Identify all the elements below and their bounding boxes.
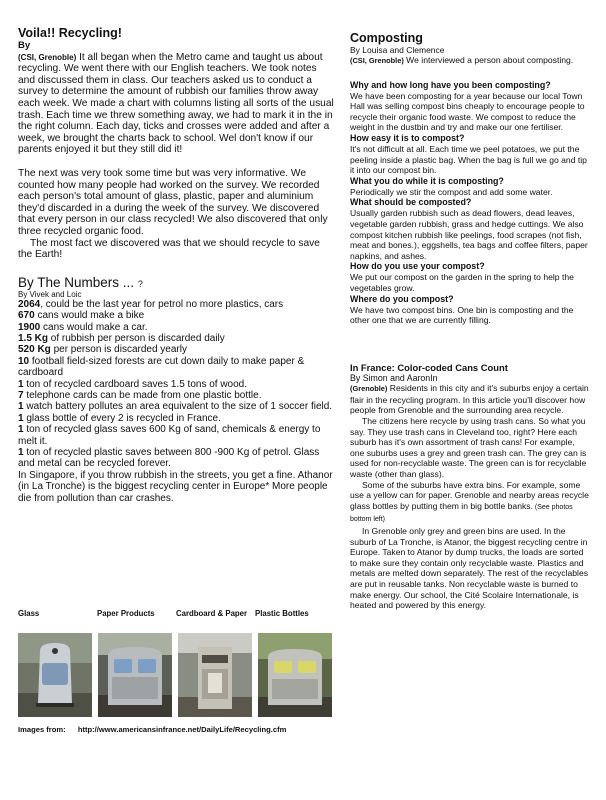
cans-paragraph-3: Some of the suburbs have extra bins. For example, some use a yellow can for paper. Grenoble and nearby areas recycle glass bottles by putting them in big bottle banks. (See photos bottom left) — [350, 479, 589, 524]
numbers-item: In Singapore, if you throw rubbish in the streets, you get a fine. Athanor (in La Tronche) is the biggest recycling center in Europe* More people die from pollution than car crashes. — [18, 469, 333, 504]
numbers-item: 670 cans would make a bike — [18, 310, 145, 322]
voila-tag: (CSI, Grenoble) — [18, 52, 77, 62]
photo-label-cardboard: Cardboard & Paper — [176, 609, 248, 618]
voila-paragraph-3: The most fact we discovered was that we should recycle to save the Earth! — [18, 237, 320, 261]
numbers-item: 1900 cans would make a car. — [18, 321, 148, 333]
interview-answer: Periodically we stir the compost and add some water. — [350, 186, 553, 197]
interview-question: What should be composted? — [350, 197, 472, 208]
photo-label-paper: Paper Products — [97, 609, 155, 618]
glass-bin-photo — [18, 633, 92, 717]
photo-label-glass: Glass — [18, 609, 40, 618]
image-credit-label: Images from: — [18, 725, 66, 734]
plastic-bin-photo — [258, 633, 332, 717]
composting-intro: (CSI, Grenoble) We interviewed a person about composting. — [350, 55, 574, 65]
interview-answer: We have two compost bins. One bin is composting and the other one that we are currently filling. — [350, 304, 574, 326]
numbers-item: 2064, could be the last year for petrol no more plastics, cars — [18, 298, 284, 310]
numbers-item: 10 football field-sized forests are cut down daily to make paper & cardboard — [18, 355, 305, 379]
cans-paragraph-4: In Grenoble only grey and green bins are used. In the suburb of La Tronche, is Atanor, the biggest recycling centre in Europe. Taken to Atanor by dump trucks, the loads are sorted to make sure they contain only recyclable waste. Plastics and metals are melted down separately. The rest of the recyclables are put in reusable tanks. Non recyclable waste is burned to make energy. Our school, the Cité Scolaire Internationale, is heated and powered by this energy. — [350, 526, 589, 611]
interview-question: Why and how long have you been composting? — [350, 79, 551, 90]
numbers-item: 1 ton of recycled plastic saves between 800 -900 Kg of petrol. Glass and metal can be recycled forever. — [18, 446, 320, 470]
composting-interview — [350, 80, 590, 326]
image-credit — [18, 725, 336, 734]
cans-title: In France: Color-coded Cans Count — [350, 361, 508, 373]
numbers-item: 1 watch battery pollutes an area equivalent to the size of 1 soccer field. — [18, 401, 333, 413]
numbers-byline: By Vivek and Loic — [18, 289, 82, 299]
cans-byline: By Simon and AaronIn — [350, 372, 438, 383]
numbers-item: 520 Kg per person is discarded yearly — [18, 344, 187, 356]
numbers-item: 1 glass bottle of every 2 is recycled in France. — [18, 412, 221, 424]
photo-strip — [18, 609, 336, 734]
interview-answer: Usually garden rubbish such as dead flowers, dead leaves, vegetable garden rubbish, grass and hedge cuttings. We also compost kitchen rubbish like peelings, food scrapes (not fish, meat and bones.), eggshells, tea bags and coffee filters, paper napkins, and ashes. — [350, 208, 588, 261]
numbers-title: By The Numbers ... ? — [18, 274, 143, 290]
numbers-item: 1.5 Kg of rubbish per person is discarded daily — [18, 332, 225, 344]
voila-paragraph-1: (CSI, Grenoble) It all began when the Metro came and taught us about recycling. We went there with our English teachers. We took notes and discussed them in class. Our teachers asked us to conduct a survey to determine the amount of rubbish our families throw away each week. We made a chart with columns listing all sorts of the usual trash. Each time we threw something away, we had to mark it in the in the right column. Each day, ticks and crosses were added and after a week, we brought the charts back to school. Wel don't know if our parents enjoyed it but they still did it! — [18, 51, 334, 156]
left-column — [18, 0, 336, 504]
composting-byline: By Louisa and Clemence — [350, 45, 445, 55]
photo-label-plastic: Plastic Bottles — [255, 609, 309, 618]
numbers-item: 1 ton of recycled glass saves 600 Kg of sand, chemicals & energy to melt it. — [18, 424, 321, 447]
composting-title: Composting — [350, 31, 423, 45]
numbers-list — [18, 299, 336, 504]
cans-paragraph-1: (Grenoble) Residents in this city and it's suburbs enjoy a certain flair in the recycling program. In this article you'll discover how people from Grenoble and the surrounding area recycle. — [350, 383, 589, 416]
cardboard-bin-photo — [178, 633, 252, 717]
voila-paragraph-2: The next was very took some time but was very informative. We counted how many people had worked on the survey. We recorded each person's total amount of glass, plastic, paper and aluminium they'd discarded in a during the week of the survey. We discovered that every person in our class recycled! We also discovered that only three recycled organic food. — [18, 167, 328, 237]
interview-answer: We put our compost on the garden in the spring to help the vegetables grow. — [350, 272, 574, 293]
numbers-item: 1 ton of recycled cardboard saves 1.5 tons of wood. — [18, 378, 248, 390]
paper-bin-photo — [98, 633, 172, 717]
image-credit-url: http://www.americansinfrance.net/DailyLife/Recycling.cfm — [77, 725, 287, 734]
interview-answer: It's not difficult at all. Each time we peel potatoes, we put the peeling inside a plastic bag. When the bag is full we go and tip it into our compost bin. — [350, 143, 587, 176]
voila-byline: By — [18, 40, 31, 51]
interview-answer: We have been composting for a year because our local Town Hall was selling compost bins cheaply to encourage people to recycle their organic food waste. We compost to reduce the weight in the dustbin and try and make our one fertiliser. — [350, 90, 585, 133]
interview-question: How do you use your compost? — [350, 261, 485, 272]
right-column — [350, 0, 590, 611]
interview-question: Where do you compost? — [350, 293, 454, 304]
voila-title: Voila!! Recycling! — [18, 26, 122, 40]
photo-labels — [18, 609, 336, 621]
interview-question: What you do while it is composting? — [350, 175, 504, 186]
cans-paragraph-2: The citizens here recycle by using trash cans. So what you say. They use trash cans in Cleveland too, right? Here each suburb has it's own assortment of trash cans! For example, one suburbs uses a grey and green trash can. The grey can is used for non-recyclable waste. The green can is for recyclable waste (other than glass). — [350, 416, 587, 480]
numbers-item: 7 telephone cards can be made from one plastic bottle. — [18, 389, 262, 401]
interview-question: How easy it is to compost? — [350, 132, 465, 143]
